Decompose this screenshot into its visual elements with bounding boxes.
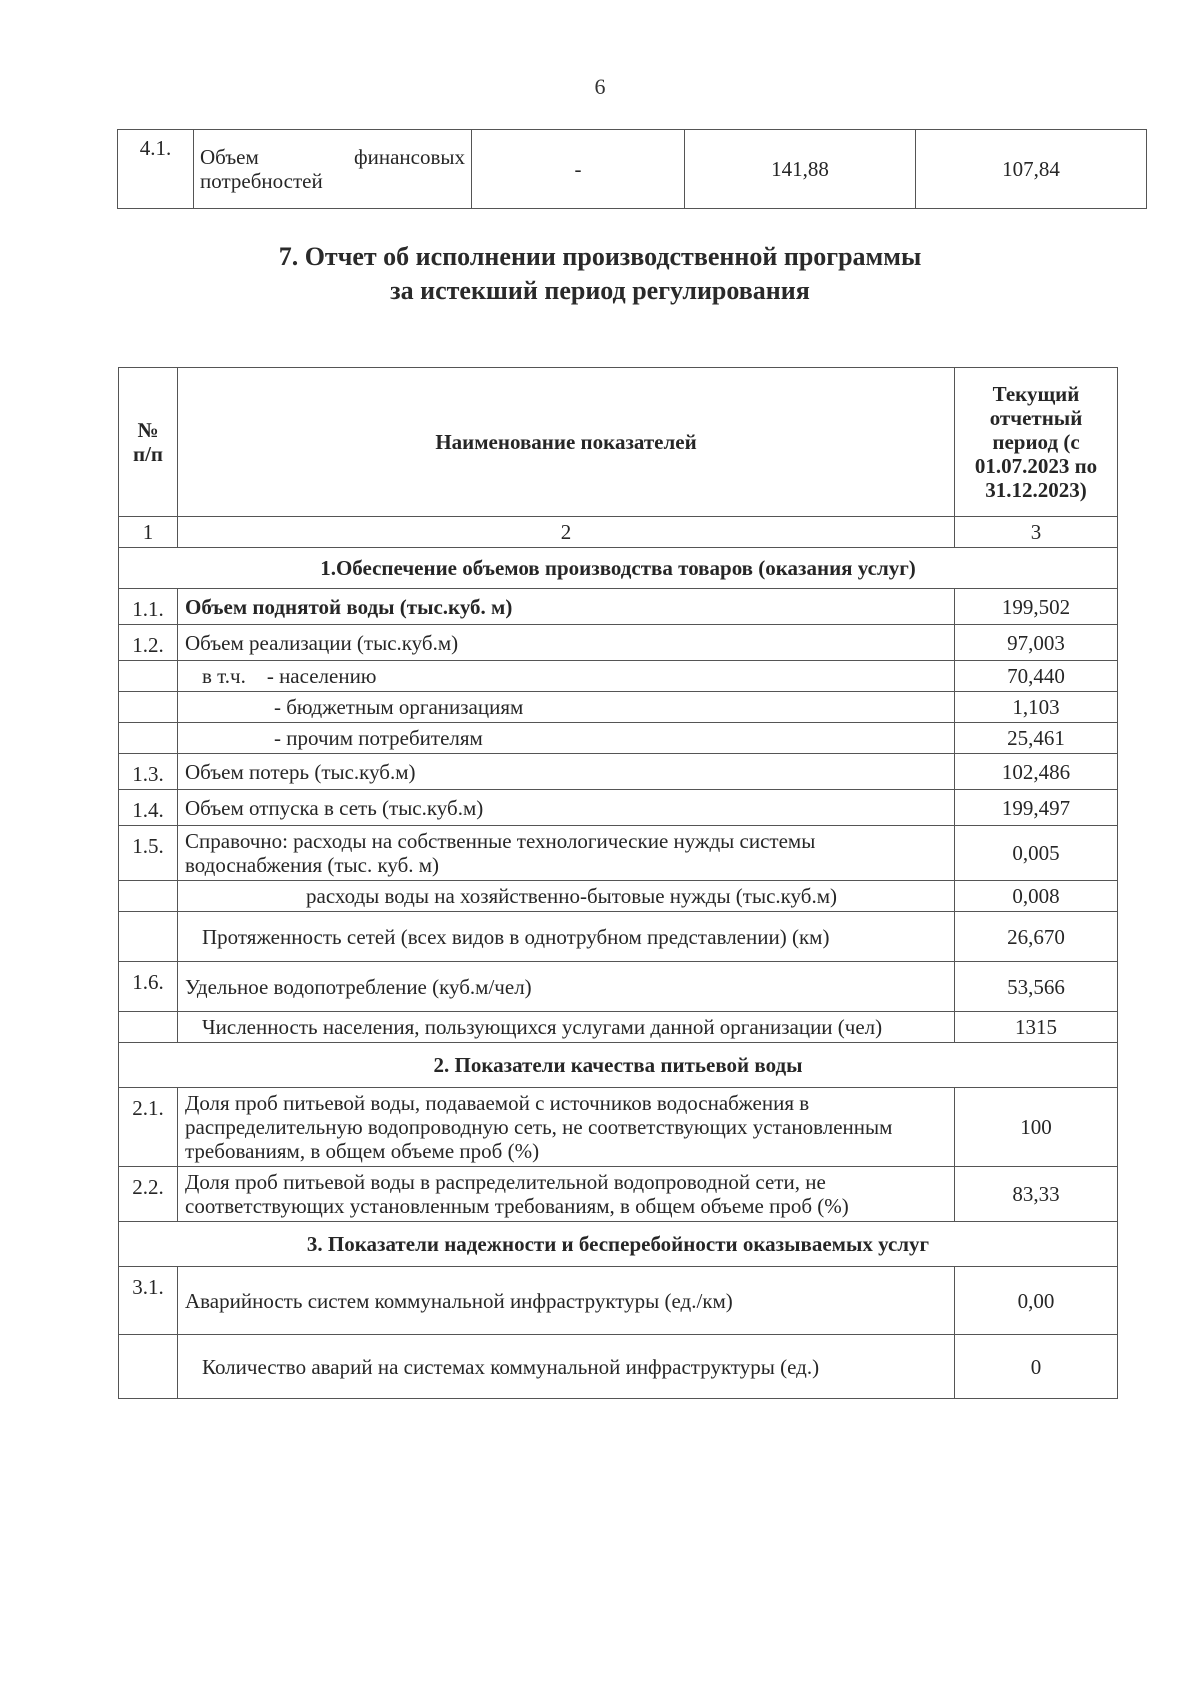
- row-value: 1,103: [955, 692, 1118, 723]
- row-value: 97,003: [955, 625, 1118, 661]
- section-heading-1: 1.Обеспечение объемов производства товаров (оказания услуг): [119, 548, 1118, 589]
- header-value-line2: отчетный: [989, 406, 1083, 430]
- header-row: [119, 368, 1118, 517]
- column-number-2: 2: [178, 517, 955, 548]
- financial-needs-table: [117, 129, 1147, 209]
- section-title-line1: 7. Отчет об исполнении производственной программы: [278, 242, 922, 271]
- section-heading-2: 2. Показатели качества питьевой воды: [119, 1043, 1118, 1088]
- row-name-word2: финансовых: [354, 145, 465, 169]
- row-number: 1.3.: [119, 754, 178, 790]
- row-number: [119, 661, 178, 692]
- production-report-table: [118, 367, 1118, 1399]
- row-number: 3.1.: [119, 1267, 178, 1335]
- row-value: 102,486: [955, 754, 1118, 790]
- row-number: 1.6.: [119, 962, 178, 1012]
- row-name: Количество аварий на системах коммунальной инфраструктуры (ед.): [178, 1335, 955, 1399]
- row-value: 0,005: [955, 826, 1118, 881]
- row-name: Протяженность сетей (всех видов в однотрубном представлении) (км): [178, 912, 955, 962]
- table-row: [119, 625, 1118, 661]
- row-value-col4: 141,88: [685, 130, 916, 209]
- row-number: 2.1.: [119, 1088, 178, 1167]
- table-row: [119, 881, 1118, 912]
- section-heading-3: 3. Показатели надежности и бесперебойности оказываемых услуг: [119, 1222, 1118, 1267]
- header-number-line1: №: [137, 418, 159, 442]
- row-name: расходы воды на хозяйственно-бытовые нужды (тыс.куб.м): [178, 881, 955, 912]
- row-value: 26,670: [955, 912, 1118, 962]
- header-number: [119, 368, 178, 517]
- row-number: [119, 1012, 178, 1043]
- section-row: [119, 548, 1118, 589]
- table-row: [119, 1335, 1118, 1399]
- table-row: [119, 754, 1118, 790]
- row-name-word1: Объем: [200, 145, 259, 169]
- row-name: [194, 130, 472, 209]
- row-value: 83,33: [955, 1167, 1118, 1222]
- row-number: [119, 692, 178, 723]
- row-name: в т.ч. - населению: [178, 661, 955, 692]
- header-value-line3: период (с: [992, 430, 1080, 454]
- header-number-line2: п/п: [132, 442, 164, 466]
- row-value: 199,502: [955, 589, 1118, 625]
- row-number: [119, 723, 178, 754]
- row-name: - прочим потребителям: [178, 723, 955, 754]
- table-row: [119, 912, 1118, 962]
- column-number-3: 3: [955, 517, 1118, 548]
- row-name: Удельное водопотребление (куб.м/чел): [178, 962, 955, 1012]
- table-row: [119, 826, 1118, 881]
- section-title-line2: за истекший период регулирования: [390, 276, 810, 305]
- row-name: - бюджетным организациям: [178, 692, 955, 723]
- page-number: 6: [594, 74, 606, 99]
- row-name: Аварийность систем коммунальной инфраструктуры (ед./км): [178, 1267, 955, 1335]
- row-value: 0,00: [955, 1267, 1118, 1335]
- row-number: [119, 881, 178, 912]
- table-row: [119, 790, 1118, 826]
- table-row: [119, 589, 1118, 625]
- row-name: Численность населения, пользующихся услугами данной организации (чел): [178, 1012, 955, 1043]
- row-value-col5: 107,84: [916, 130, 1147, 209]
- row-name-line2: потребностей: [200, 169, 323, 193]
- section-row: [119, 1043, 1118, 1088]
- table-row: [119, 661, 1118, 692]
- row-name: Объем реализации (тыс.куб.м): [178, 625, 955, 661]
- column-number-1: 1: [119, 517, 178, 548]
- table-row: [119, 1167, 1118, 1222]
- header-value-line1: Текущий: [992, 382, 1080, 406]
- table-row: [119, 1267, 1118, 1335]
- row-value: 70,440: [955, 661, 1118, 692]
- row-name: Доля проб питьевой воды в распределительной водопроводной сети, не соответствующих установленным требованиям, в общем объеме проб (%): [178, 1167, 955, 1222]
- row-value: 0,008: [955, 881, 1118, 912]
- row-number: 1.1.: [119, 589, 178, 625]
- row-name: Объем отпуска в сеть (тыс.куб.м): [178, 790, 955, 826]
- row-number: 1.5.: [119, 826, 178, 881]
- row-value: 1315: [955, 1012, 1118, 1043]
- row-name: Доля проб питьевой воды, подаваемой с источников водоснабжения в распределительную водопроводную сеть, не соответствующих установленным требованиям, в общем объеме проб (%): [178, 1088, 955, 1167]
- table-row: [118, 130, 1147, 209]
- row-name: Объем поднятой воды (тыс.куб. м): [178, 589, 955, 625]
- row-number: 1.4.: [119, 790, 178, 826]
- header-value-line4: 01.07.2023 по: [974, 454, 1098, 478]
- section-title: [0, 240, 1200, 308]
- table-row: [119, 692, 1118, 723]
- section-row: [119, 1222, 1118, 1267]
- row-value: 100: [955, 1088, 1118, 1167]
- table-row: [119, 1012, 1118, 1043]
- row-value: 0: [955, 1335, 1118, 1399]
- table-row: [119, 723, 1118, 754]
- row-value-col3: -: [472, 130, 685, 209]
- row-name: Справочно: расходы на собственные технологические нужды системы водоснабжения (тыс. куб. м): [178, 826, 955, 881]
- row-value: 199,497: [955, 790, 1118, 826]
- header-value-line5: 31.12.2023): [985, 478, 1087, 502]
- table-row: [119, 1088, 1118, 1167]
- row-value: 25,461: [955, 723, 1118, 754]
- row-value: 53,566: [955, 962, 1118, 1012]
- table-row: [119, 962, 1118, 1012]
- column-numbers-row: [119, 517, 1118, 548]
- row-number: [119, 912, 178, 962]
- header-value: [955, 368, 1118, 517]
- row-number: 1.2.: [119, 625, 178, 661]
- header-name: Наименование показателей: [178, 368, 955, 517]
- row-name: Объем потерь (тыс.куб.м): [178, 754, 955, 790]
- row-number: 2.2.: [119, 1167, 178, 1222]
- row-number: [119, 1335, 178, 1399]
- row-number: 4.1.: [118, 130, 194, 209]
